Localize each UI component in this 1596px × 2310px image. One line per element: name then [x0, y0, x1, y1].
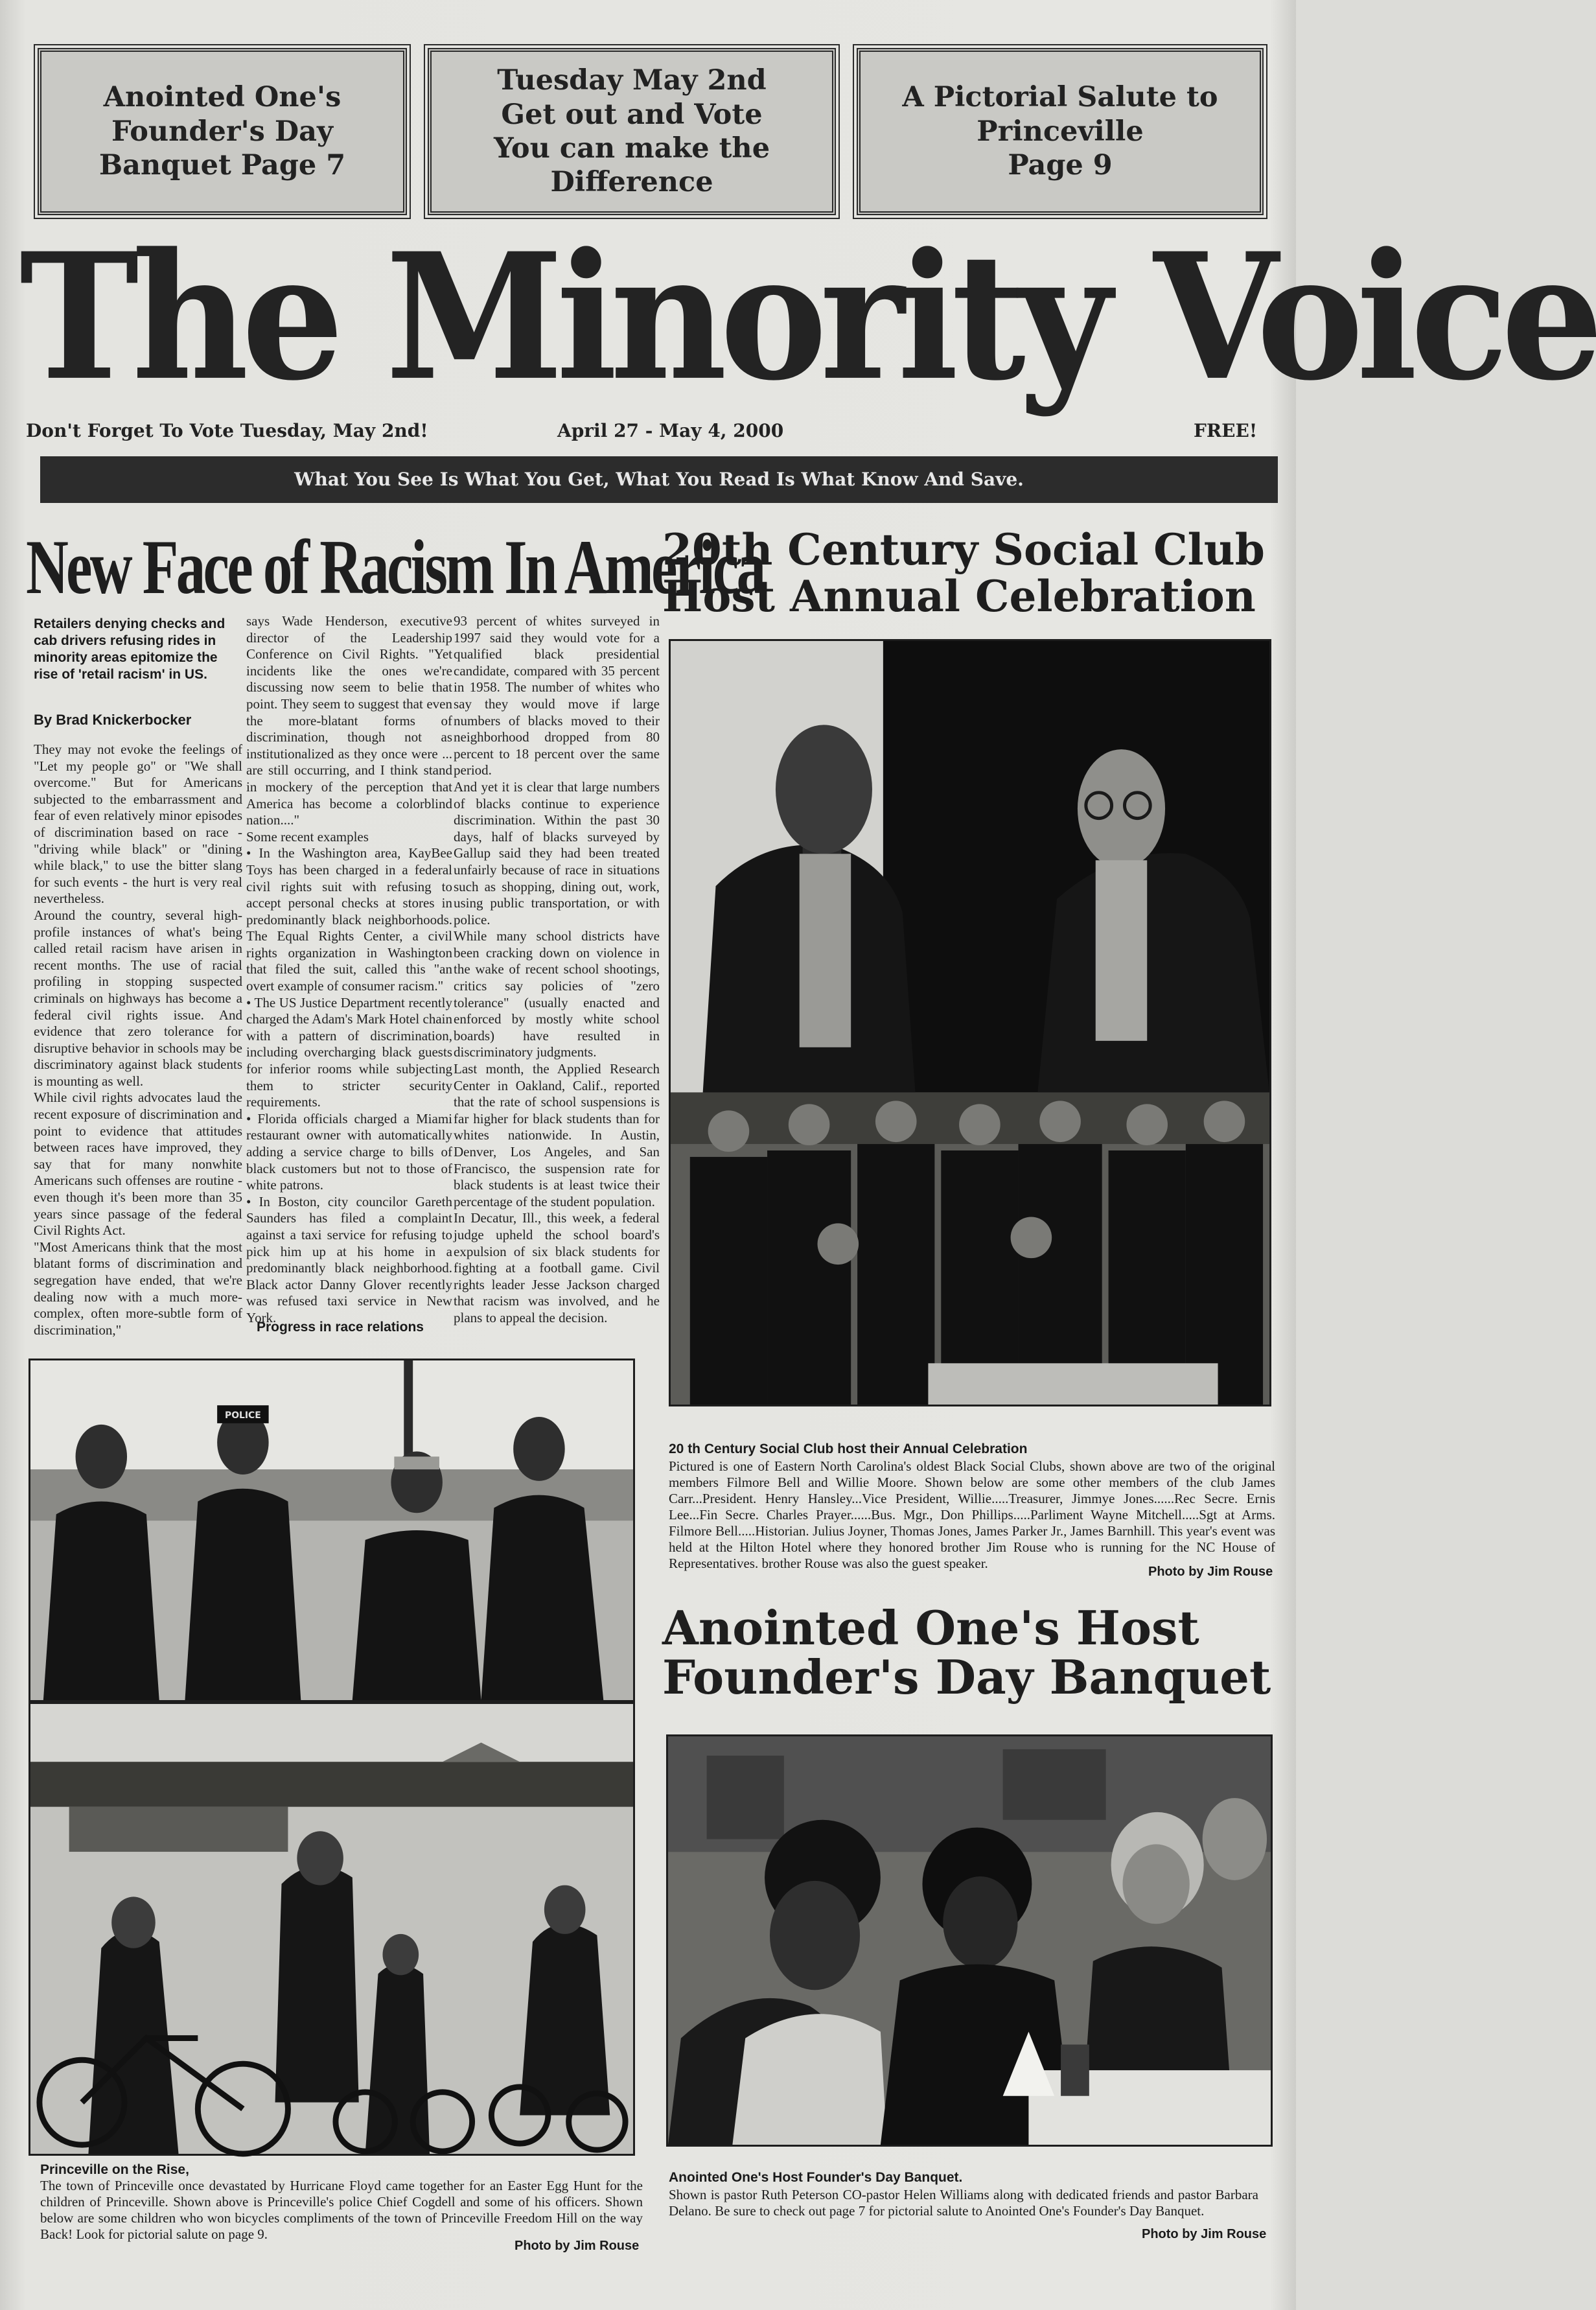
social-club-photo-credit: Photo by Jim Rouse: [1148, 1565, 1273, 1579]
teaser-banquet[interactable]: [38, 48, 407, 215]
banquet-headline[interactable]: Anointed One's Host Founder's Day Banquet: [662, 1600, 1271, 1705]
social-club-headline[interactable]: 20th Century Social Club Host Annual Celebration: [662, 524, 1265, 622]
princeville-police-photo-art: [30, 1360, 633, 1700]
racism-jump-line[interactable]: Progress in race relations: [257, 1320, 424, 1335]
paragraph: In Decatur, Ill., this week, a federal judge upheld the school board's expulsion of six black students for fighting at a football game. Civil rights leader Jesse Jackson charged that racism was involved, and he plans to appeal the decision.: [454, 1210, 660, 1325]
paragraph: Last month, the Applied Research Center in Oakland, Calif., reported that the rate of school suspensions is far higher for black students than for whites nationwide. In Austin, Denver, Los Angeles, and San Francisco, the suspension rate for black students is at least twice their percentage of the student population.: [454, 1061, 660, 1209]
racism-column-2: [246, 613, 452, 1327]
paragraph: Around the country, several high-profile instances of what's being called retail racism have arisen in recent months. The use of racial profiling in stopping suspected criminals on highways has become a federal civil rights issue. And evidence that zero tolerance for disruptive behavior in schools may be discriminatory against black students is mounting as well.: [34, 907, 242, 1089]
princeville-bicycles-photo-art: [30, 1704, 633, 2154]
teaser-princeville[interactable]: [857, 48, 1264, 215]
paragraph: • In the Washington area, KayBee Toys has been charged in a federal civil rights suit with refusing to accept personal checks at stores in predominantly black neighborhoods. The Equal Rights Center, a civil rights organization in Washington that filed the suit, called this "an overt example of consumer racism.": [246, 845, 452, 994]
social-club-photo[interactable]: [669, 639, 1271, 1406]
paragraph: • The US Justice Department recently charged the Adam's Mark Hotel chain with a pattern of discrimination, including overcharging black guests for inferior rooms while subjecting them to stricter security requirements.: [246, 994, 452, 1110]
police-cap-badge: POLICE: [225, 1410, 261, 1421]
princeville-photo-credit: Photo by Jim Rouse: [515, 2239, 640, 2253]
social-club-caption-head: 20 th Century Social Club host their Annual Celebration: [669, 1441, 1028, 1456]
paragraph: • In Boston, city councilor Gareth Saunders has filed a complaint against a taxi service for refusing to pick him up at his home in a predominantly black neighborhood. Black actor Danny Glover recently was refused taxi service in New York.: [246, 1193, 452, 1325]
princeville-caption-head: Princeville on the Rise,: [40, 2162, 189, 2177]
racism-column-1: [34, 741, 242, 1338]
racism-headline[interactable]: New Face of Racism In America: [26, 524, 764, 610]
racism-deck: Retailers denying checks and cab drivers refusing rides in minority areas epitomize the rise of 'retail racism' in US.: [34, 616, 226, 682]
paragraph: Some recent examples: [246, 828, 369, 845]
vote-reminder: Don't Forget To Vote Tuesday, May 2nd!: [26, 420, 428, 441]
banquet-caption-head: Anointed One's Host Founder's Day Banquet.: [669, 2170, 963, 2185]
teaser-princeville-text: A Pictorial Salute to Princeville Page 9: [902, 81, 1218, 182]
princeville-police-photo[interactable]: [29, 1359, 635, 1702]
paragraph: says Wade Henderson, executive director of the Leadership Conference on Civil Rights. "Yet incidents like the ones we're discussing now seem to belie that point. They seem to suggest that even the more-blatant forms of discrimination, though not as institutionalized as they once were ... are still occurring, and I think stand in mockery of the perception that America has become a colorblind nation....": [246, 613, 452, 828]
paragraph: They may not evoke the feelings of "Let my people go" or "We shall overcome." But for Americans subjected to the embarrassment and fear of even relatively minor episodes of discrimination based on race - "driving while black" or "dining while black," to use the bitter slang for such events - the hurt is very real nevertheless.: [34, 741, 242, 907]
social-club-caption: Pictured is one of Eastern North Carolina's oldest Black Social Clubs, shown above are two of the original members Filmore Bell and Willie Moore. Shown below are some other members of the club James Carr...President. Henry Hansley...Vice President, Willie.....Treasurer, Jimmye Jones......Rec Secre. Ernis Lee...Fin Secre. Charles Prayer......Bus. Mgr., Don Phillips.....Parliment Wayne Mitchell.....Sgt at Arms. Filmore Bell.....Historian. Julius Joyner, Thomas Jones, James Parker Jr., James Barnhill. This year's event was held at the Hilton Hotel where they honored brother Jim Rouse who is running for the NC House of Representatives. brother Rouse was also the guest speaker.: [669, 1458, 1275, 1571]
teaser-vote-text: Tuesday May 2nd Get out and Vote You can make the Difference: [493, 64, 770, 199]
teaser-vote[interactable]: [428, 48, 836, 215]
paragraph: • Florida officials charged a Miami restaurant owner with automatically adding a service charge to bills of black customers but not to those of white patrons.: [246, 1110, 452, 1193]
racism-column-3: [454, 613, 660, 1327]
banquet-caption: Shown is pastor Ruth Peterson CO-pastor Helen Williams along with dedicated friends and pastor Barbara Delano. Be sure to check out page 7 for pictorial salute to Anointed One's Founder's Day Banquet.: [669, 2187, 1258, 2219]
paragraph: "Most Americans think that the most blatant forms of discrimination and segregation have ended, that we're dealing now with a much more-complex, often more-subtle form of discrimination,": [34, 1239, 242, 1338]
paragraph: While civil rights advocates laud the recent exposure of discrimination and point to evidence that attitudes between races have improved, they say that for many nonwhite Americans such offenses are routine - even though it's been more than 35 years since passage of the federal Civil Rights Act.: [34, 1090, 242, 1239]
banquet-photo-credit: Photo by Jim Rouse: [1142, 2227, 1267, 2241]
racism-byline: By Brad Knickerbocker: [34, 712, 192, 728]
teaser-banquet-text: Anointed One's Founder's Day Banquet Page 7: [98, 81, 346, 182]
paragraph: While many school districts have been cracking down on violence in the wake of recent school shootings, critics say policies of "zero tolerance" (usually enacted and enforced by mostly white school boards) have resulted in discriminatory judgments.: [454, 928, 660, 1060]
social-club-photo-art: [671, 641, 1269, 1405]
paragraph: And yet it is clear that large numbers of blacks continue to experience discrimination. Within the past 30 days, half of blacks surveyed by Gallup said they had been treated unfairly because of race in situations such as shopping, dining out, work, using public transportation, or with police.: [454, 778, 660, 928]
banquet-photo-art: [668, 1736, 1271, 2145]
price-label: FREE!: [1194, 420, 1258, 441]
tagline-bar: What You See Is What You Get, What You Read Is What Know And Save.: [40, 456, 1278, 503]
banquet-photo[interactable]: [666, 1734, 1273, 2147]
masthead-title: The Minority Voice: [19, 215, 1596, 419]
paragraph: 93 percent of whites surveyed in 1997 said they would vote for a qualified black presidential candidate, compared with 35 percent in 1958. The number of whites who say they would move if large numbers of blacks moved to their neighborhood dropped from 80 percent to 18 percent over the same period.: [454, 613, 660, 778]
issue-dates: April 27 - May 4, 2000: [557, 420, 784, 441]
princeville-caption: The town of Princeville once devastated by Hurricane Floyd came together for an Easter Egg Hunt for the children of Princeville. Shown above is Princeville's police Chief Cogdell and some of his officers. Shown below are some children who won bicycles compliments of the town of Princeville Freedom Hill on the way Back! Look for pictorial salute on page 9.: [40, 2178, 643, 2242]
princeville-bicycles-photo[interactable]: [29, 1702, 635, 2156]
